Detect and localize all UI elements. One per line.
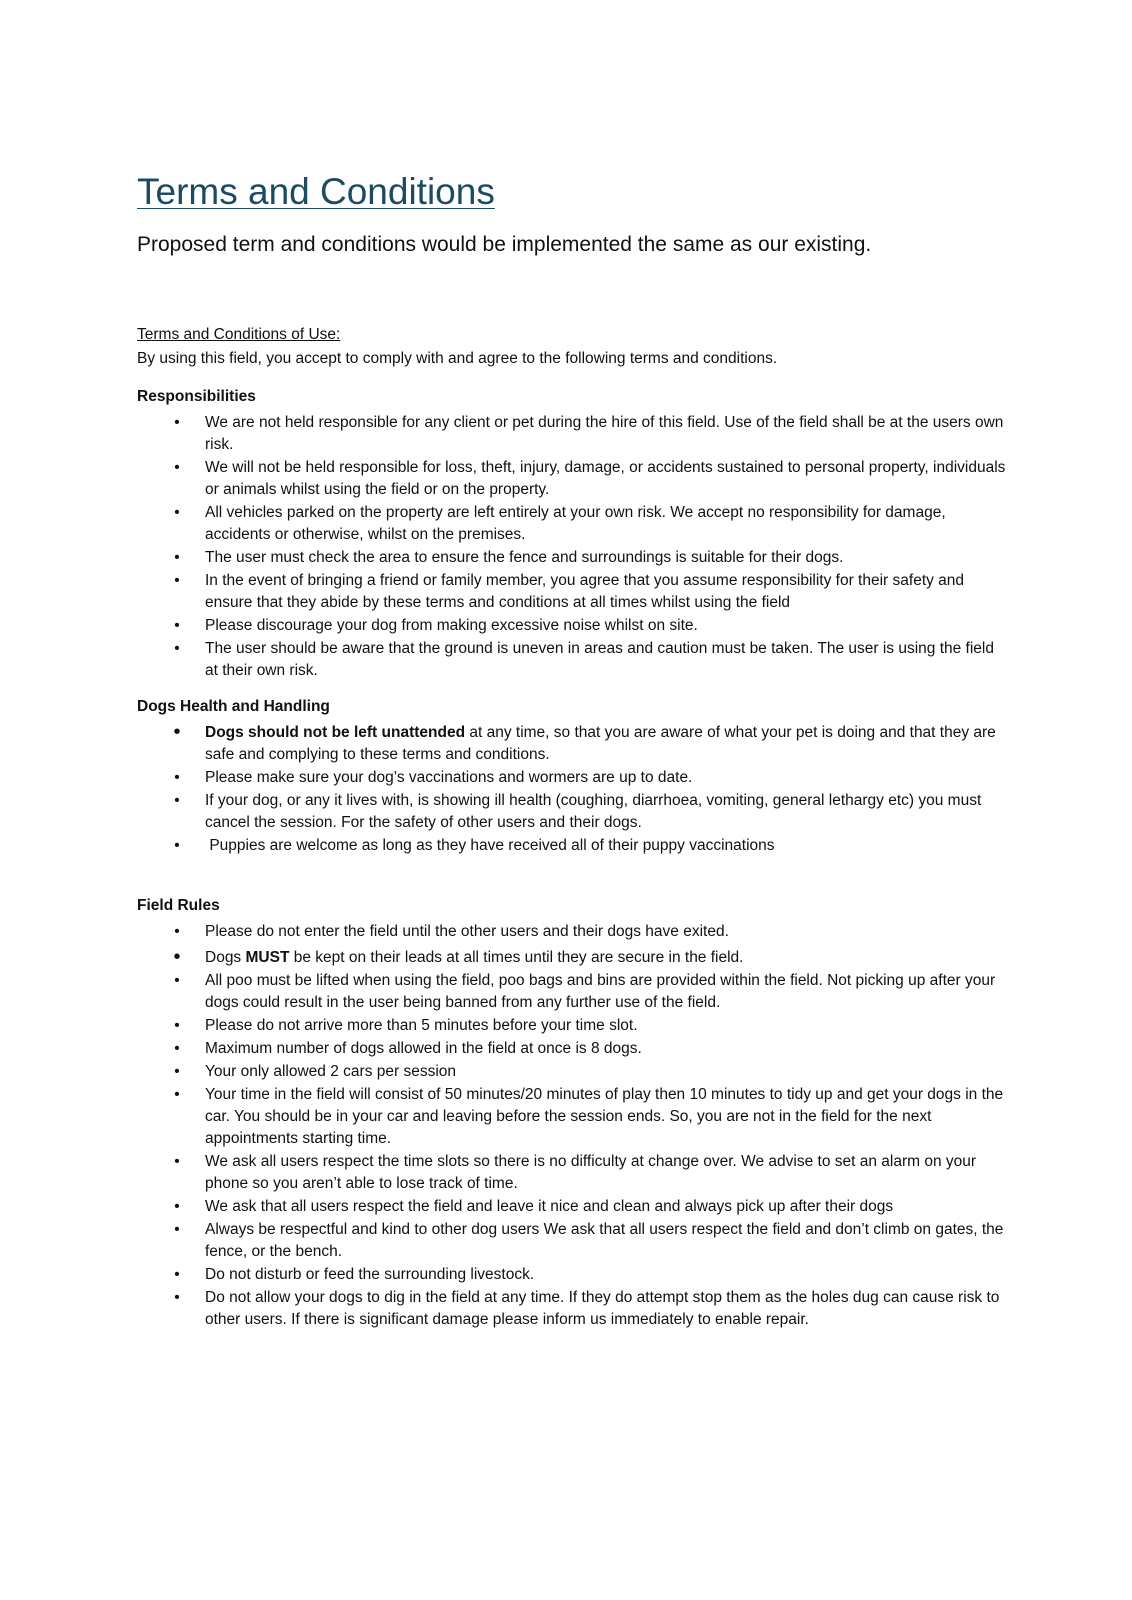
responsibilities-list bbox=[137, 412, 1007, 682]
list-item-text: If your dog, or any it lives with, is showing ill health (coughing, diarrhoea, vomiting, general lethargy etc) you must cancel the session. For the safety of other users and their dogs. bbox=[205, 792, 982, 831]
list-item-text: In the event of bringing a friend or family member, you agree that you assume responsibility for their safety and ensure that they abide by these terms and conditions at all times whilst using the field bbox=[205, 572, 965, 611]
list-item bbox=[137, 1015, 1007, 1037]
list-item bbox=[137, 1264, 1007, 1286]
list-item bbox=[137, 1151, 1007, 1195]
bullet-icon: • bbox=[174, 1289, 180, 1306]
list-item bbox=[137, 947, 1007, 969]
terms-of-use-heading: Terms and Conditions of Use: bbox=[137, 326, 341, 343]
bullet-icon: • bbox=[174, 549, 180, 566]
bullet-icon: • bbox=[174, 640, 180, 657]
bullet-icon: • bbox=[174, 1266, 180, 1283]
list-item bbox=[137, 970, 1007, 1014]
list-item-text: All vehicles parked on the property are left entirely at your own risk. We accept no responsibility for damage, accidents or otherwise, whilst on the premises. bbox=[205, 504, 946, 543]
list-item bbox=[137, 412, 1007, 456]
list-item-text: The user must check the area to ensure the fence and surroundings is suitable for their dogs. bbox=[205, 549, 844, 566]
bullet-icon: • bbox=[173, 946, 181, 968]
dogs-health-heading: Dogs Health and Handling bbox=[137, 698, 330, 715]
bullet-icon: • bbox=[174, 1086, 180, 1103]
bullet-icon: • bbox=[173, 721, 181, 743]
bullet-icon: • bbox=[174, 1198, 180, 1215]
bullet-icon: • bbox=[174, 1153, 180, 1170]
list-item-bold-text: Dogs should not be left unattended bbox=[205, 724, 466, 741]
list-item-text: Your time in the field will consist of 50 minutes/20 minutes of play then 10 minutes to tidy up and get your dogs in the car. You should be in your car and leaving before the session ends. So, you are not in the field for the next appointments starting time. bbox=[205, 1086, 1004, 1147]
list-item-text: All poo must be lifted when using the field, poo bags and bins are provided within the field. Not picking up after your dogs could result in the user being banned from any further use of the field. bbox=[205, 972, 996, 1011]
list-item-text: Always be respectful and kind to other dog users We ask that all users respect the field and don’t climb on gates, the fence, or the bench. bbox=[205, 1221, 1004, 1260]
bullet-icon: • bbox=[174, 572, 180, 589]
list-item bbox=[137, 638, 1007, 682]
list-item bbox=[137, 1196, 1007, 1218]
list-item bbox=[137, 502, 1007, 546]
document-page bbox=[137, 170, 1007, 1332]
list-item bbox=[137, 790, 1007, 834]
list-item-text: Please do not enter the field until the other users and their dogs have exited. bbox=[205, 923, 729, 940]
bullet-icon: • bbox=[174, 1063, 180, 1080]
bullet-icon: • bbox=[174, 923, 180, 940]
field-rules-heading: Field Rules bbox=[137, 897, 220, 914]
bullet-icon: • bbox=[174, 617, 180, 634]
list-item bbox=[137, 457, 1007, 501]
list-item-text: Please discourage your dog from making excessive noise whilst on site. bbox=[205, 617, 698, 634]
bullet-icon: • bbox=[174, 1040, 180, 1057]
list-item bbox=[137, 835, 1007, 857]
bullet-icon: • bbox=[174, 792, 180, 809]
bullet-icon: • bbox=[174, 769, 180, 786]
bullet-icon: • bbox=[174, 837, 180, 854]
list-item-text: Do not disturb or feed the surrounding livestock. bbox=[205, 1266, 535, 1283]
bullet-icon: • bbox=[174, 504, 180, 521]
list-item-text: We ask that all users respect the field and leave it nice and clean and always pick up after their dogs bbox=[205, 1198, 894, 1215]
list-item-text: We will not be held responsible for loss, theft, injury, damage, or accidents sustained to personal property, individuals or animals whilst using the field or on the property. bbox=[205, 459, 1006, 498]
bullet-icon: • bbox=[174, 1221, 180, 1238]
list-item-text: Your only allowed 2 cars per session bbox=[205, 1063, 457, 1080]
list-item-text: be kept on their leads at all times until they are secure in the field. bbox=[289, 949, 744, 966]
page-subtitle: Proposed term and conditions would be implemented the same as our existing. bbox=[137, 233, 872, 256]
field-rules-list bbox=[137, 921, 1007, 1331]
bullet-icon: • bbox=[174, 972, 180, 989]
responsibilities-heading: Responsibilities bbox=[137, 388, 256, 405]
list-item-text: at any time, so that you are aware of what your pet is doing and that they are safe and complying to these terms and conditions. bbox=[205, 724, 996, 763]
list-item-text: We ask all users respect the time slots so there is no difficulty at change over. We advise to set an alarm on your phone so you aren’t able to lose track of time. bbox=[205, 1153, 977, 1192]
list-item-text: Dogs bbox=[205, 949, 246, 966]
list-item-text: Puppies are welcome as long as they have received all of their puppy vaccinations bbox=[205, 837, 775, 854]
list-item bbox=[137, 1038, 1007, 1060]
list-item-text: The user should be aware that the ground is uneven in areas and caution must be taken. The user is using the field at their own risk. bbox=[205, 640, 994, 679]
list-item bbox=[137, 1061, 1007, 1083]
list-item-text: Please make sure your dog’s vaccinations and wormers are up to date. bbox=[205, 769, 693, 786]
list-item bbox=[137, 921, 1007, 943]
list-item bbox=[137, 767, 1007, 789]
bullet-icon: • bbox=[174, 414, 180, 431]
list-item-text: Please do not arrive more than 5 minutes before your time slot. bbox=[205, 1017, 638, 1034]
list-item bbox=[137, 1084, 1007, 1150]
bullet-icon: • bbox=[174, 459, 180, 476]
list-item-text: Maximum number of dogs allowed in the field at once is 8 dogs. bbox=[205, 1040, 642, 1057]
list-item bbox=[137, 570, 1007, 614]
list-item bbox=[137, 547, 1007, 569]
list-item bbox=[137, 615, 1007, 637]
list-item-bold-text: MUST bbox=[245, 949, 290, 966]
terms-intro: By using this field, you accept to comply with and agree to the following terms and conditions. bbox=[137, 350, 778, 367]
page-title: Terms and Conditions bbox=[137, 171, 495, 212]
list-item-text: Do not allow your dogs to dig in the field at any time. If they do attempt stop them as the holes dug can cause risk to other users. If there is significant damage please inform us immediately to enable repair. bbox=[205, 1289, 1000, 1328]
dogs-health-list bbox=[137, 722, 1007, 857]
list-item bbox=[137, 1219, 1007, 1263]
list-item bbox=[137, 1287, 1007, 1331]
bullet-icon: • bbox=[174, 1017, 180, 1034]
list-item-text: We are not held responsible for any client or pet during the hire of this field. Use of the field shall be at the users own risk. bbox=[205, 414, 1004, 453]
list-item bbox=[137, 722, 1007, 766]
